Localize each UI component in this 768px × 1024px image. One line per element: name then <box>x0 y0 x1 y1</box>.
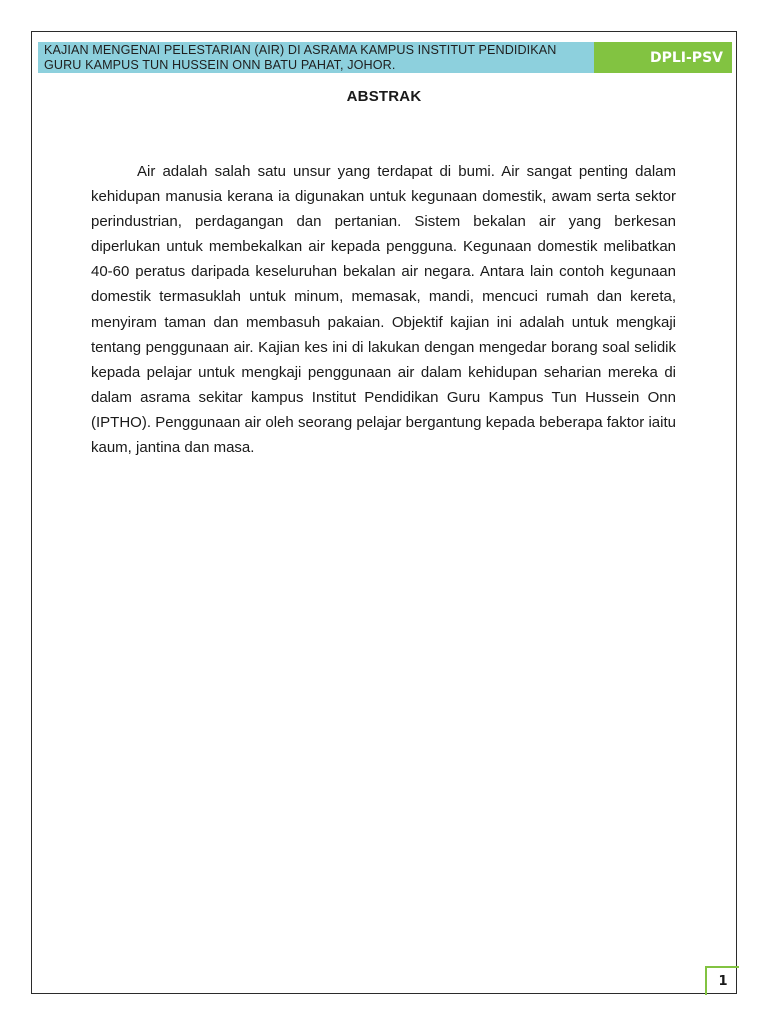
abstract-paragraph: Air adalah salah satu unsur yang terdapat di bumi. Air sangat penting dalam kehidupan manusia kerana ia digunakan untuk kegunaan domestik, awam serta sektor perindustrian, perdagangan dan pertanian. Sistem bekalan air yang berkesan diperlukan untuk membekalkan air kepada pengguna. Kegunaan domestik melibatkan 40-60 peratus daripada keseluruhan bekalan air negara. Antara lain contoh kegunaan domestik termasuklah untuk minum, memasak, mandi, mencuci rumah dan kereta, menyiram taman dan membasuh pakaian. Objektif kajian ini adalah untuk mengkaji tentang penggunaan air. Kajian kes ini di lakukan dengan mengedar borang soal selidik kepada pelajar untuk mengkaji penggunaan air dalam kehidupan seharian mereka di dalam asrama sekitar kampus Institut Pendidikan Guru Kampus Tun Hussein Onn (IPTHO). Penggunaan air oleh seorang pelajar bergantung kepada beberapa faktor iaitu kaum, jantina dan masa. <box>91 163 676 457</box>
page-number: 1 <box>705 966 739 995</box>
header-title: KAJIAN MENGENAI PELESTARIAN (AIR) DI ASRAMA KAMPUS INSTITUT PENDIDIKAN GURU KAMPUS TUN HUSSEIN ONN BATU PAHAT, JOHOR. <box>38 42 594 73</box>
document-header <box>38 42 732 73</box>
abstract-heading: ABSTRAK <box>346 88 422 105</box>
header-code-badge: DPLI-PSV <box>594 42 732 73</box>
